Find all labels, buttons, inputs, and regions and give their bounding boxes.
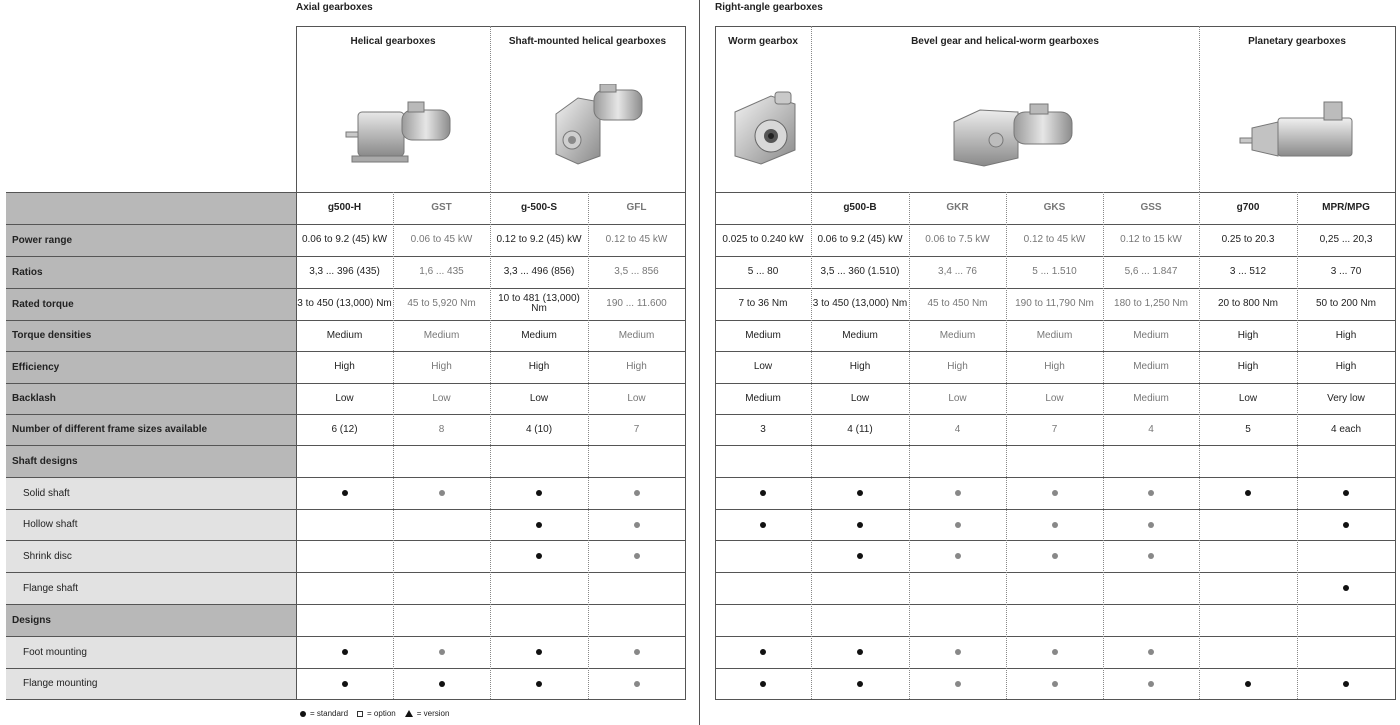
standard-dot-icon: [342, 490, 348, 496]
option-dot-icon: [955, 681, 961, 687]
product-name: g500-B: [843, 202, 877, 213]
bevel-gearbox-image: [950, 100, 1080, 168]
row-rule-left: [6, 699, 686, 700]
table-cell: Low: [335, 392, 354, 404]
option-square-icon: [357, 711, 363, 717]
table-cell: Medium: [842, 329, 878, 341]
product-name: GKS: [1043, 202, 1066, 213]
table-cell: 1,6 ... 435: [419, 266, 464, 277]
col-rule-left: [685, 192, 686, 699]
option-dot-icon: [1052, 522, 1058, 528]
row-label: Efficiency: [12, 361, 60, 373]
table-cell: 0,25 ... 20,3: [1319, 234, 1373, 245]
table-cell: High: [1335, 361, 1357, 372]
right-header-right-border: [1395, 26, 1396, 192]
table-cell: Medium: [745, 392, 781, 404]
row-label: Backlash: [12, 393, 56, 404]
section-item-label: Hollow shaft: [23, 519, 78, 530]
section-item-label: Flange mounting: [23, 678, 98, 689]
table-cell: 3,3 ... 396 (435): [309, 266, 380, 277]
standard-dot-icon: [536, 490, 542, 496]
table-cell: 0.25 to 20.3: [1221, 234, 1275, 245]
table-cell: 0.06 to 9.2 (45) kW: [817, 234, 903, 245]
option-dot-icon: [1052, 649, 1058, 655]
table-cell: 50 to 200 Nm: [1315, 298, 1377, 309]
option-dot-icon: [634, 553, 640, 559]
right-header-top-border: [715, 26, 1396, 27]
left-header-top-border: [296, 26, 686, 27]
helical-gearbox-image: [340, 96, 460, 166]
table-cell: 3,4 ... 76: [938, 266, 977, 277]
right-angle-gearboxes-title: Right-angle gearboxes: [715, 2, 823, 13]
option-dot-icon: [634, 681, 640, 687]
table-cell: 4 (11): [847, 423, 873, 435]
standard-dot-icon: [536, 649, 542, 655]
standard-dot-icon: [760, 490, 766, 496]
table-cell: Medium: [1133, 329, 1169, 341]
table-cell: 3,5 ... 856: [614, 266, 659, 277]
product-name: GFL: [626, 202, 647, 213]
row-rule-right: [715, 509, 1396, 510]
standard-dot-icon: [857, 490, 863, 496]
table-cell: 5 ... 80: [747, 266, 779, 277]
standard-dot-icon: [536, 522, 542, 528]
header-worm: Worm gearbox: [728, 36, 798, 47]
table-cell: 5: [1245, 423, 1251, 435]
table-cell: 0.12 to 45 kW: [605, 234, 668, 245]
header-planetary: Planetary gearboxes: [1248, 36, 1346, 47]
header-bevel: Bevel gear and helical-worm gearboxes: [911, 36, 1099, 47]
legend-version: = version: [416, 709, 450, 718]
section-divider: [699, 0, 700, 725]
right-header-divider-2: [1199, 26, 1200, 192]
standard-dot-icon: [342, 681, 348, 687]
table-cell: 0.06 to 7.5 kW: [925, 234, 990, 245]
standard-dot-icon: [1343, 681, 1349, 687]
table-cell: 8: [438, 423, 445, 435]
col-rule-right: [1395, 192, 1396, 699]
table-cell: Low: [1045, 392, 1064, 404]
section-item-label: Flange shaft: [23, 582, 79, 594]
standard-dot-icon: [342, 649, 348, 655]
section-item-label: Solid shaft: [23, 487, 70, 499]
standard-dot-icon: [1245, 681, 1251, 687]
table-cell: 0.06 to 45 kW: [410, 234, 473, 245]
option-dot-icon: [439, 649, 445, 655]
standard-dot-icon: [300, 711, 306, 717]
standard-dot-icon: [857, 553, 863, 559]
table-cell: High: [947, 361, 968, 372]
row-rule-right: [715, 445, 1396, 446]
option-dot-icon: [1148, 490, 1154, 496]
row-rule-right: [715, 668, 1396, 669]
table-cell: 190 to 11,790 Nm: [1015, 298, 1094, 309]
right-header-divider-1: [811, 26, 812, 192]
product-name: [715, 192, 811, 224]
version-triangle-icon: [405, 710, 413, 717]
table-cell: 5,6 ... 1.847: [1124, 266, 1178, 277]
product-name: g500-H: [327, 202, 362, 213]
option-dot-icon: [634, 522, 640, 528]
standard-dot-icon: [1343, 522, 1349, 528]
table-cell: 3,3 ... 496 (856): [503, 266, 575, 277]
option-dot-icon: [1148, 553, 1154, 559]
legend-option: = option: [367, 709, 396, 718]
option-dot-icon: [1148, 681, 1154, 687]
table-cell: 45 to 5,920 Nm: [407, 298, 476, 309]
option-dot-icon: [1148, 522, 1154, 528]
section-item-label: Foot mounting: [23, 646, 87, 658]
section-label: Shaft designs: [12, 455, 78, 467]
legend: [300, 709, 454, 718]
table-cell: 5 ... 1.510: [1032, 266, 1077, 277]
table-cell: Medium: [521, 329, 557, 341]
row-rule-right: [715, 636, 1396, 637]
table-cell: Medium: [939, 329, 976, 341]
row-rule-right: [715, 604, 1396, 605]
table-cell: High: [334, 361, 355, 372]
row-label: Ratios: [12, 266, 43, 278]
table-cell: Low: [850, 392, 870, 404]
table-cell: 0.12 to 9.2 (45) kW: [496, 234, 582, 245]
table-cell: 4: [1148, 423, 1154, 435]
product-name: GST: [431, 202, 452, 213]
row-rule-right: [715, 699, 1396, 700]
table-cell: High: [626, 361, 647, 372]
table-cell: 20 to 800 Nm: [1217, 298, 1279, 309]
table-cell: 6 (12): [331, 423, 358, 435]
table-cell: Low: [529, 392, 549, 404]
table-cell: Medium: [1133, 361, 1169, 372]
product-name: g700: [1236, 202, 1260, 213]
standard-dot-icon: [760, 522, 766, 528]
table-cell: 190 ... 11.600: [606, 298, 667, 309]
section-label: Designs: [12, 614, 51, 626]
planetary-gearbox-image: [1238, 98, 1362, 160]
legend-standard: = standard: [310, 709, 349, 718]
table-cell: 0.06 to 9.2 (45) kW: [301, 234, 388, 245]
table-cell: 3 ... 70: [1330, 266, 1362, 277]
table-cell: 3 to 450 (13,000) Nm: [812, 298, 908, 309]
worm-gearbox-image: [731, 90, 799, 166]
option-dot-icon: [1052, 553, 1058, 559]
option-dot-icon: [634, 490, 640, 496]
table-cell: High: [431, 361, 452, 372]
standard-dot-icon: [536, 553, 542, 559]
table-cell: 3: [760, 423, 766, 435]
table-cell: 0.12 to 15 kW: [1120, 234, 1182, 245]
product-name: MPR/MPG: [1322, 202, 1370, 213]
option-dot-icon: [955, 490, 961, 496]
left-header-right-border: [685, 26, 686, 192]
option-dot-icon: [1052, 490, 1058, 496]
product-name: g-500-S: [520, 202, 558, 213]
left-header-divider: [490, 26, 491, 192]
table-cell: High: [849, 361, 871, 372]
option-dot-icon: [955, 553, 961, 559]
row-label: Number of different frame sizes available: [12, 424, 208, 435]
table-cell: 3 to 450 (13,000) Nm: [297, 298, 392, 309]
table-cell: 4: [954, 423, 961, 435]
table-cell: Medium: [326, 329, 363, 341]
standard-dot-icon: [760, 649, 766, 655]
row-label: Torque densities: [12, 330, 92, 341]
table-cell: Medium: [1036, 329, 1073, 341]
table-cell: Medium: [423, 329, 460, 341]
standard-dot-icon: [1343, 585, 1349, 591]
table-cell: 4 (10): [525, 423, 553, 435]
standard-dot-icon: [857, 522, 863, 528]
option-dot-icon: [1052, 681, 1058, 687]
table-cell: Very low: [1327, 392, 1365, 404]
table-cell: High: [1335, 329, 1357, 341]
option-dot-icon: [955, 649, 961, 655]
table-cell: 7 to 36 Nm: [738, 298, 788, 309]
row-label: Power range: [12, 234, 73, 246]
section-item-label: Shrink disc: [23, 550, 72, 562]
table-cell: 10 to 481 (13,000) Nm: [498, 293, 580, 314]
table-cell: High: [1237, 361, 1259, 372]
table-cell: High: [1044, 361, 1065, 372]
header-shaft-mounted: Shaft-mounted helical gearboxes: [508, 36, 667, 47]
row-label: Rated torque: [12, 298, 74, 310]
table-cell: Low: [1238, 392, 1258, 404]
table-cell: High: [1237, 329, 1259, 341]
table-cell: 3 ... 512: [1229, 266, 1267, 277]
left-header-left-border: [296, 26, 297, 192]
header-helical: Helical gearboxes: [350, 36, 436, 47]
right-header-left-border: [715, 26, 716, 192]
table-cell: Medium: [745, 329, 781, 341]
table-cell: 7: [1051, 423, 1058, 435]
table-cell: Medium: [1133, 392, 1169, 404]
table-cell: High: [528, 361, 550, 372]
standard-dot-icon: [1245, 490, 1251, 496]
table-cell: 0.025 to 0.240 kW: [722, 234, 804, 245]
table-cell: Low: [627, 392, 646, 404]
table-cell: 45 to 450 Nm: [927, 298, 988, 309]
table-cell: 7: [633, 423, 640, 435]
row-rule-right: [715, 540, 1396, 541]
option-dot-icon: [439, 490, 445, 496]
standard-dot-icon: [760, 681, 766, 687]
table-cell: Medium: [618, 329, 655, 341]
standard-dot-icon: [857, 681, 863, 687]
table-cell: Low: [753, 361, 773, 372]
standard-dot-icon: [1343, 490, 1349, 496]
product-name: GKR: [946, 202, 969, 213]
table-cell: 4 each: [1330, 423, 1362, 435]
shaft-mounted-gearbox-image: [548, 84, 648, 168]
table-cell: 180 to 1,250 Nm: [1114, 298, 1188, 309]
table-cell: 3,5 ... 360 (1.510): [820, 266, 900, 277]
row-rule-right: [715, 477, 1396, 478]
standard-dot-icon: [536, 681, 542, 687]
product-name: GSS: [1140, 202, 1162, 213]
standard-dot-icon: [439, 681, 445, 687]
row-rule-right: [715, 572, 1396, 573]
option-dot-icon: [955, 522, 961, 528]
standard-dot-icon: [857, 649, 863, 655]
table-cell: Low: [948, 392, 967, 404]
option-dot-icon: [1148, 649, 1154, 655]
axial-gearboxes-title: Axial gearboxes: [296, 2, 373, 13]
table-cell: 0.12 to 45 kW: [1023, 234, 1086, 245]
option-dot-icon: [634, 649, 640, 655]
table-cell: Low: [432, 392, 451, 404]
